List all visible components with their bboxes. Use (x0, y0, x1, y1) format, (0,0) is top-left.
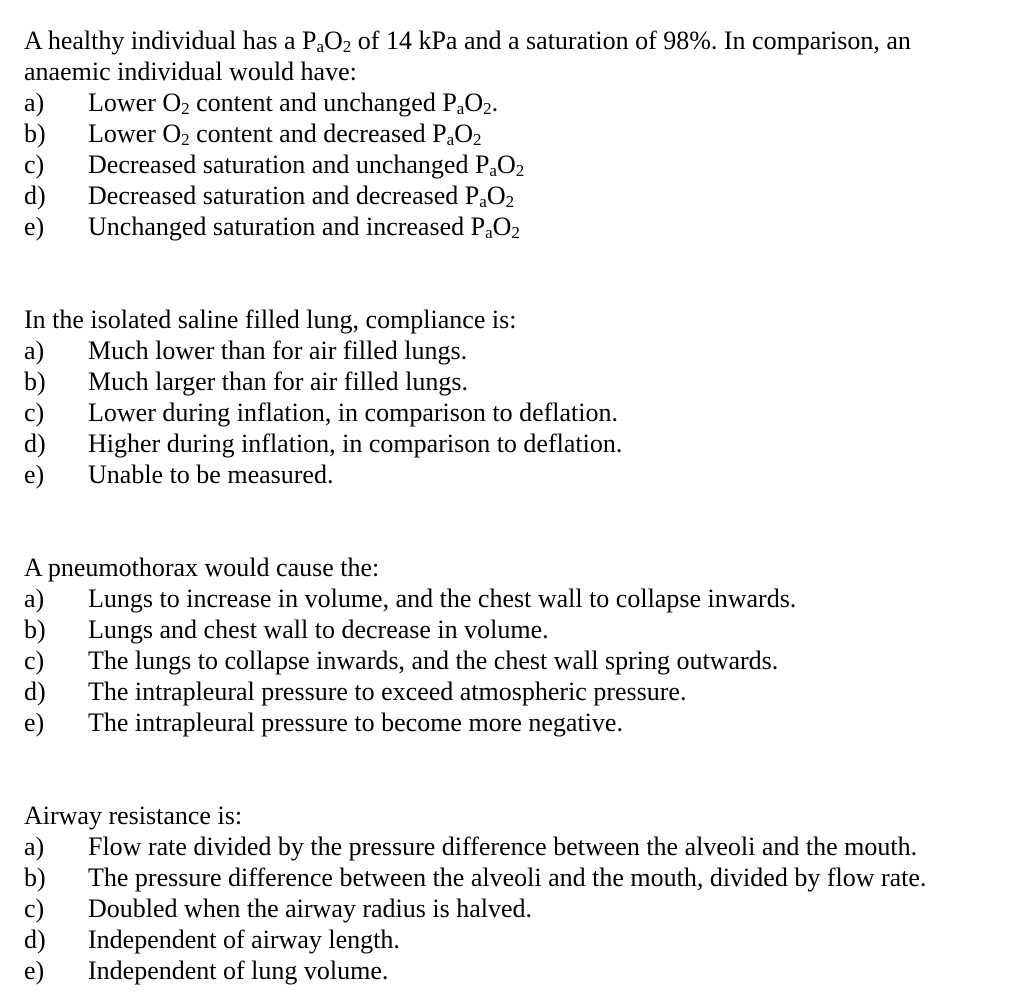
option-text: Lungs and chest wall to decrease in volume. (88, 615, 549, 644)
question-4-option-e[interactable] (24, 955, 1000, 986)
question-4 (24, 800, 1000, 986)
option-text: The lungs to collapse inwards, and the chest wall spring outwards. (88, 646, 779, 675)
option-text: Lower $O_2$ content and decreased $P_aO_2$ (88, 119, 482, 149)
question-1-option-d[interactable] (24, 180, 1000, 211)
question-3-stem: A pneumothorax would cause the: (24, 553, 380, 582)
question-2-option-b[interactable] (24, 366, 1000, 397)
question-3-option-e[interactable] (24, 707, 1000, 738)
option-letter: c) (24, 398, 45, 427)
option-text: Independent of airway length. (88, 925, 400, 954)
option-letter: e) (24, 212, 45, 241)
question-2-option-a[interactable] (24, 335, 1000, 366)
question-1-option-a[interactable] (24, 87, 1000, 118)
option-letter: d) (24, 181, 46, 210)
option-text: The intrapleural pressure to become more negative. (88, 708, 623, 737)
option-text: Decreased saturation and decreased $P_aO_2$ (88, 181, 515, 211)
question-2-stem: In the isolated saline filled lung, compliance is: (24, 305, 517, 334)
option-letter: d) (24, 677, 46, 706)
question-1-stem: A healthy individual has a $P_aO_2$ of 14 kPa and a saturation of 98%. In comparison, an anaemic individual would have: (24, 26, 911, 86)
question-3 (24, 552, 1000, 738)
option-text: The intrapleural pressure to exceed atmospheric pressure. (88, 677, 687, 706)
option-letter: e) (24, 460, 45, 489)
option-letter: d) (24, 429, 46, 458)
question-2-option-c[interactable] (24, 397, 1000, 428)
question-4-option-c[interactable] (24, 893, 1000, 924)
option-text: Much larger than for air filled lungs. (88, 367, 469, 396)
question-2-option-d[interactable] (24, 428, 1000, 459)
option-letter: b) (24, 367, 46, 396)
question-2-option-e[interactable] (24, 459, 1000, 490)
option-text: Flow rate divided by the pressure difference between the alveoli and the mouth. (88, 832, 918, 861)
option-text: Independent of lung volume. (88, 956, 389, 985)
question-2 (24, 304, 1000, 490)
option-letter: c) (24, 150, 45, 179)
option-letter: a) (24, 832, 45, 861)
option-letter: b) (24, 615, 46, 644)
question-4-option-a[interactable] (24, 831, 1000, 862)
option-letter: e) (24, 708, 45, 737)
option-text: Higher during inflation, in comparison to deflation. (88, 429, 623, 458)
question-1-option-e[interactable] (24, 211, 1000, 242)
option-letter: a) (24, 584, 45, 613)
option-text: Much lower than for air filled lungs. (88, 336, 468, 365)
option-text: Decreased saturation and unchanged $P_aO_2$ (88, 150, 525, 180)
question-1-option-b[interactable] (24, 118, 1000, 149)
option-letter: b) (24, 119, 46, 148)
option-text: The pressure difference between the alveoli and the mouth, divided by flow rate. (88, 863, 927, 892)
option-text: Unchanged saturation and increased $P_aO_2$ (88, 212, 520, 242)
option-text: Lungs to increase in volume, and the chest wall to collapse inwards. (88, 584, 797, 613)
option-letter: d) (24, 925, 46, 954)
question-4-option-d[interactable] (24, 924, 1000, 955)
question-sheet (24, 25, 1000, 986)
option-letter: c) (24, 894, 45, 923)
option-letter: a) (24, 88, 45, 117)
option-text: Unable to be measured. (88, 460, 334, 489)
option-text: Lower $O_2$ content and unchanged $P_aO_2$. (88, 88, 499, 118)
option-letter: c) (24, 646, 45, 675)
option-text: Lower during inflation, in comparison to deflation. (88, 398, 618, 427)
question-3-option-c[interactable] (24, 645, 1000, 676)
question-3-option-a[interactable] (24, 583, 1000, 614)
option-text: Doubled when the airway radius is halved. (88, 894, 533, 923)
option-letter: b) (24, 863, 46, 892)
question-3-option-d[interactable] (24, 676, 1000, 707)
question-1-option-c[interactable] (24, 149, 1000, 180)
question-3-option-b[interactable] (24, 614, 1000, 645)
question-1 (24, 25, 1000, 242)
option-letter: e) (24, 956, 45, 985)
question-4-stem: Airway resistance is: (24, 801, 243, 830)
option-letter: a) (24, 336, 45, 365)
question-4-option-b[interactable] (24, 862, 1000, 893)
